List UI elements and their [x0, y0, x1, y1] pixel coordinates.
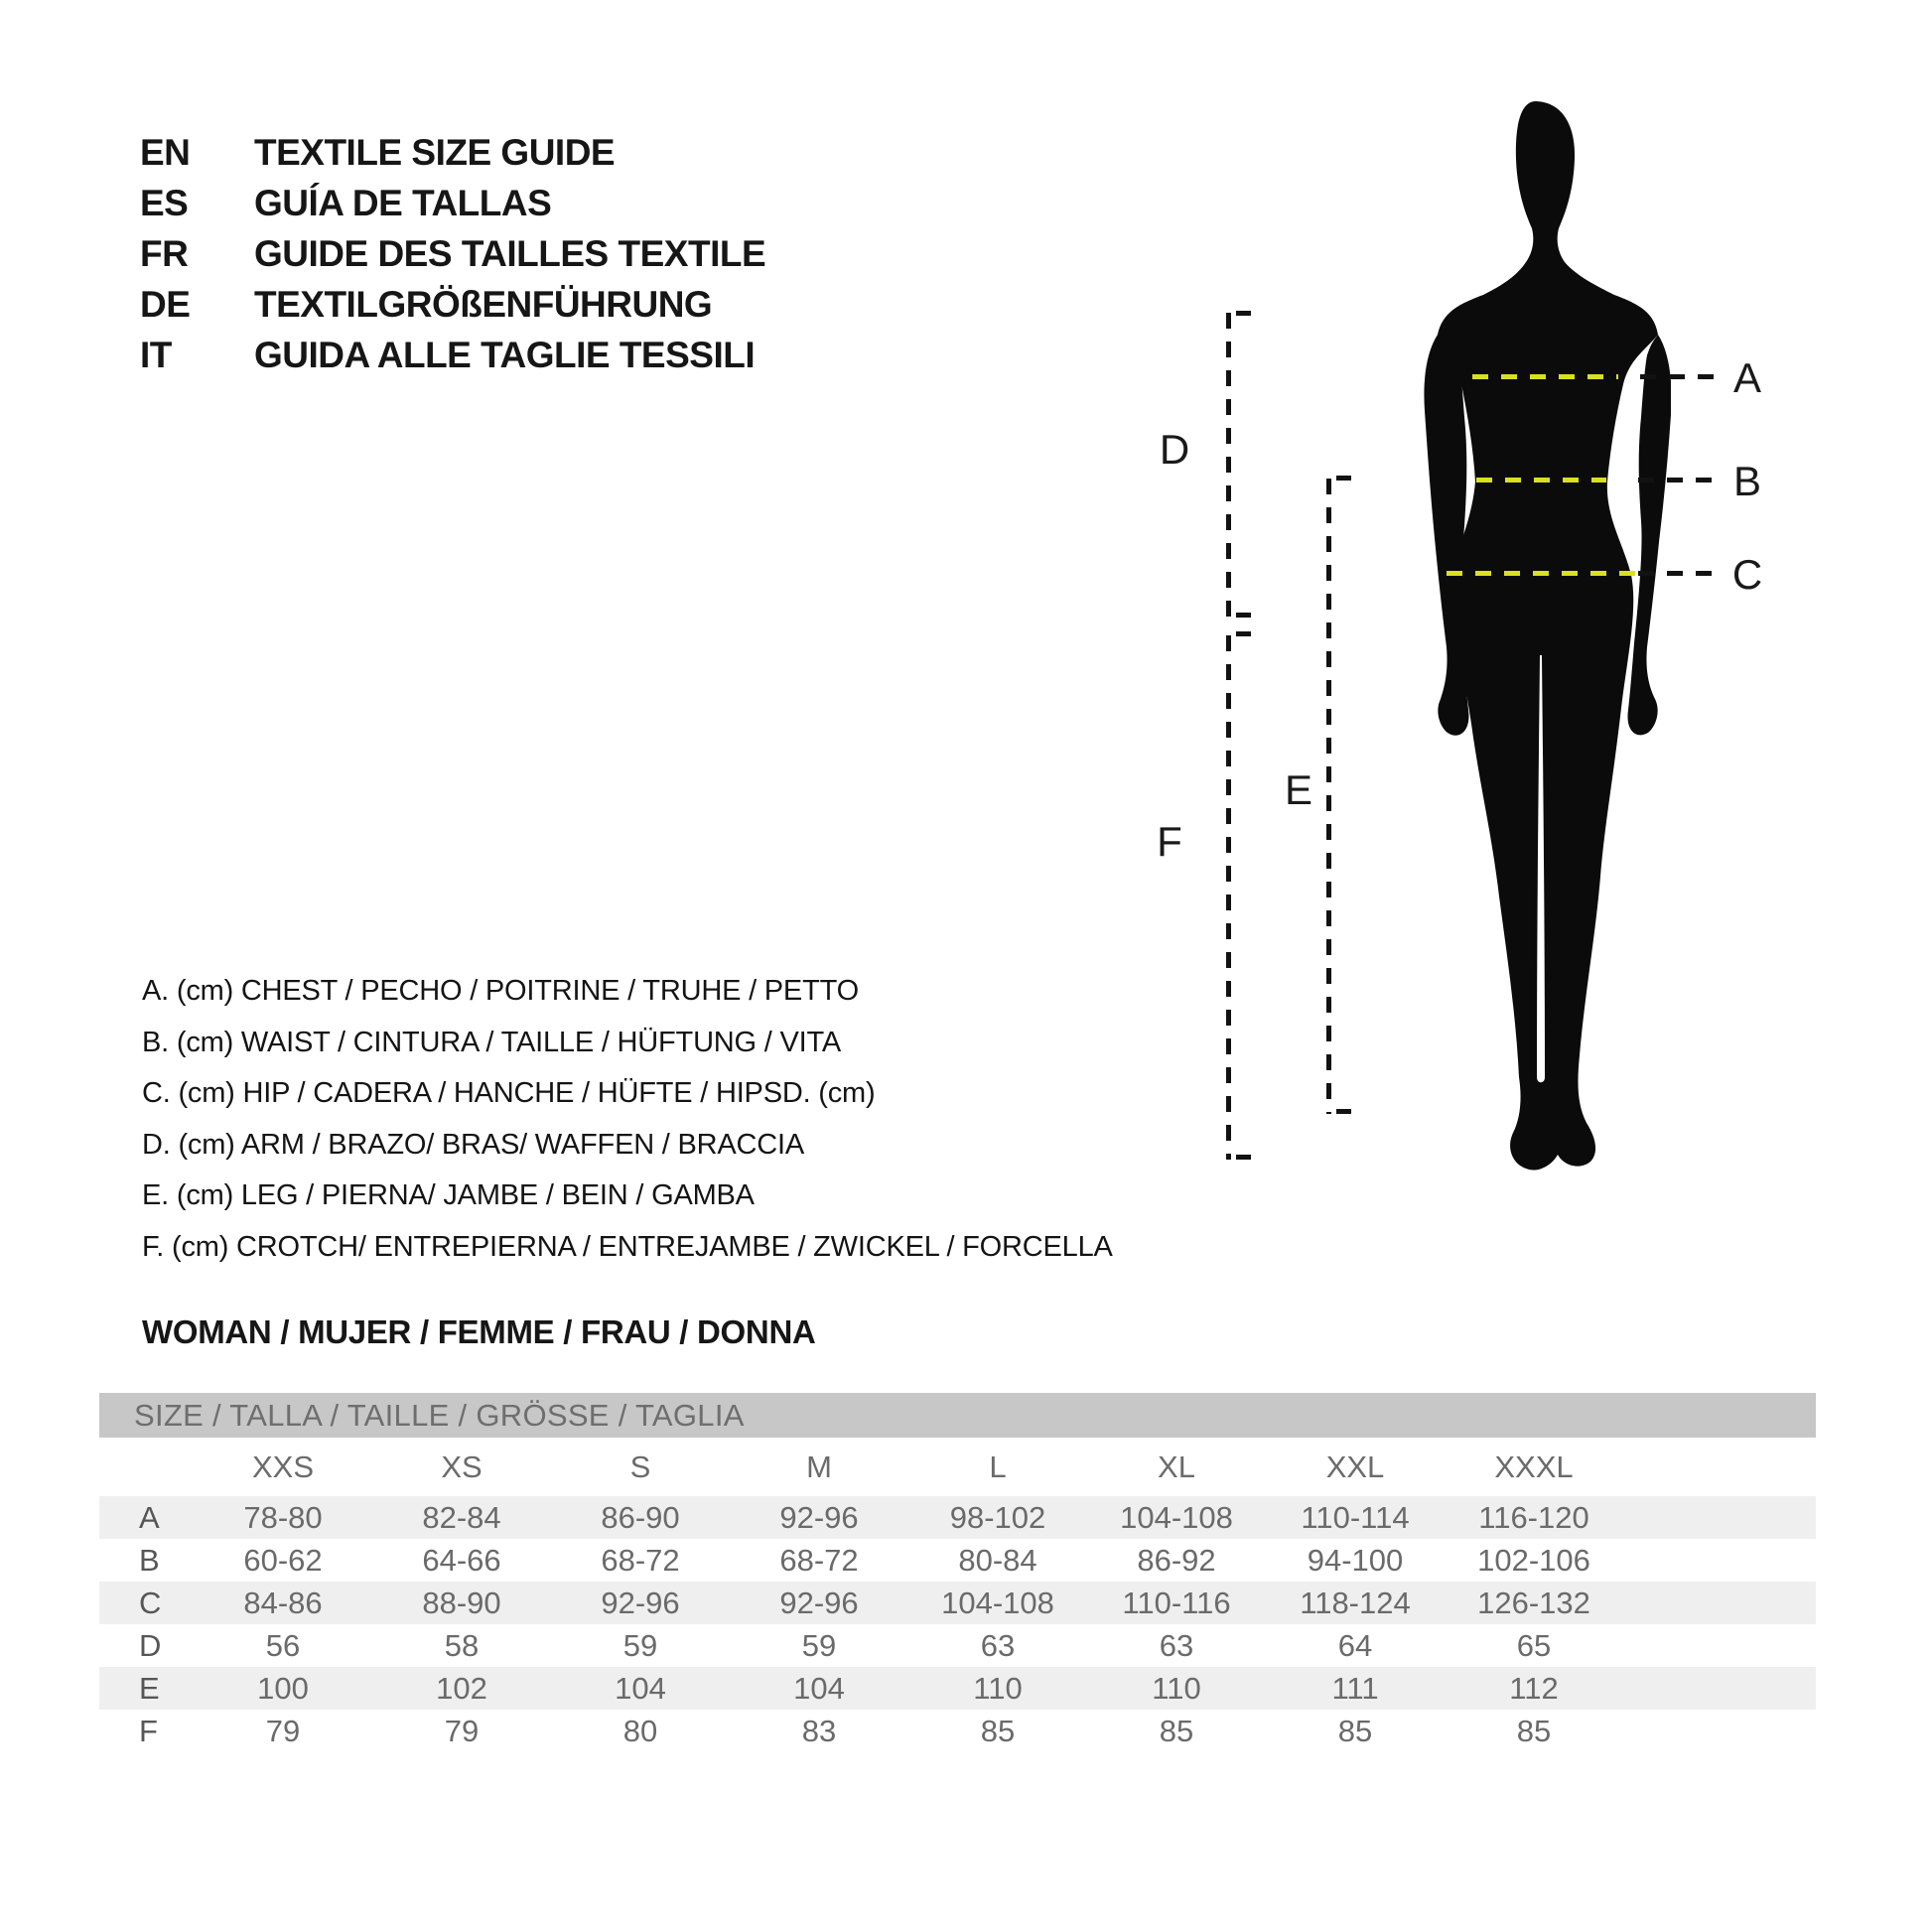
cell: 104-108 [941, 1585, 1054, 1620]
cell: 80 [622, 1713, 658, 1748]
language-row [140, 127, 765, 178]
cell: 68-72 [779, 1542, 859, 1578]
figure-label-b: B [1732, 458, 1761, 504]
cell: 110 [1152, 1670, 1201, 1706]
cell: 59 [622, 1627, 658, 1663]
cell: 64-66 [422, 1542, 501, 1578]
page-title: GUIDA ALLE TAGLIE TESSILI [254, 334, 756, 375]
cell: 86-90 [601, 1499, 680, 1535]
size-table-title-bar: SIZE / TALLA / TAILLE / GRÖSSE / TAGLIA [99, 1393, 1816, 1438]
cell: 82-84 [422, 1499, 501, 1535]
figure-label-e: E [1284, 766, 1312, 813]
figure-label-c: C [1731, 551, 1763, 598]
cell: 104-108 [1120, 1499, 1233, 1535]
legend-line-arm: D. (cm) ARM / BRAZO/ BRAS/ WAFFEN / BRACCIA [142, 1128, 805, 1161]
cell: 83 [801, 1713, 837, 1748]
legend-line-waist: B. (cm) WAIST / CINTURA / TAILLE / HÜFTUNG / VITA [142, 1026, 841, 1058]
legend-line-hip: C. (cm) HIP / CADERA / HANCHE / HÜFTE / HIPSD. (cm) [142, 1077, 876, 1109]
figure-label-f: F [1157, 818, 1182, 865]
size-table [99, 1393, 1816, 1752]
arm-line-top-tick [1236, 311, 1251, 316]
cell: 92-96 [779, 1585, 859, 1620]
hip-line-connector [1638, 571, 1723, 576]
cell: 118-124 [1300, 1585, 1411, 1620]
cell: 102-106 [1477, 1542, 1590, 1578]
cell: 56 [265, 1627, 301, 1663]
row-label: E [139, 1670, 160, 1706]
cell: 112 [1509, 1670, 1559, 1706]
cell: 85 [1337, 1713, 1373, 1748]
table-row-waist [99, 1539, 1816, 1582]
cell: 84-86 [243, 1585, 323, 1620]
cell: 58 [444, 1627, 480, 1663]
measurement-legend [142, 966, 1113, 1273]
hip-line-yellow [1447, 571, 1636, 576]
cell: 78-80 [243, 1499, 323, 1535]
cell: 92-96 [779, 1499, 859, 1535]
table-row-hip [99, 1582, 1816, 1624]
language-code: FR [140, 232, 189, 274]
cell: 102 [436, 1670, 487, 1706]
language-code: ES [140, 182, 189, 223]
silhouette-left-arm [1424, 335, 1468, 736]
cell: 79 [265, 1713, 301, 1748]
arm-line-bottom-tick [1236, 613, 1251, 618]
leg-line-top-tick [1336, 476, 1351, 481]
language-code: IT [140, 334, 172, 375]
silhouette-body [1438, 101, 1658, 1171]
chest-line-connector [1640, 374, 1723, 379]
chest-line-yellow [1472, 374, 1618, 379]
cell: 63 [980, 1627, 1016, 1663]
cell: 110 [973, 1670, 1023, 1706]
crotch-measure-line [1226, 635, 1231, 1160]
page-title: TEXTILGRÖßENFÜHRUNG [254, 283, 713, 325]
language-row [140, 279, 765, 330]
language-code: DE [140, 283, 191, 325]
legend-line-crotch: F. (cm) CROTCH/ ENTREPIERNA / ENTREJAMBE / ZWICKEL / FORCELLA [142, 1230, 1113, 1263]
cell: 126-132 [1477, 1585, 1590, 1620]
size-col-header: M [806, 1448, 832, 1484]
gender-category-line: WOMAN / MUJER / FEMME / FRAU / DONNA [142, 1313, 816, 1350]
cell: 104 [793, 1670, 845, 1706]
page-title: GUÍA DE TALLAS [254, 182, 552, 223]
row-label: A [139, 1499, 160, 1535]
size-col-header: XXS [251, 1448, 315, 1484]
legend-line-chest: A. (cm) CHEST / PECHO / POITRINE / TRUHE / PETTO [142, 975, 859, 1007]
crotch-line-bottom-tick [1236, 1155, 1251, 1160]
cell: 59 [801, 1627, 837, 1663]
cell: 86-92 [1137, 1542, 1216, 1578]
cell: 98-102 [949, 1499, 1046, 1535]
cell: 104 [615, 1670, 666, 1706]
page-title: TEXTILE SIZE GUIDE [254, 131, 616, 173]
silhouette-right-arm [1628, 335, 1671, 735]
cell: 100 [257, 1670, 309, 1706]
size-col-header: XL [1158, 1448, 1195, 1484]
language-code: EN [140, 131, 191, 173]
row-label: F [139, 1713, 158, 1748]
table-row-arm [99, 1624, 1816, 1667]
size-col-header: XXL [1325, 1448, 1385, 1484]
crotch-line-top-tick [1236, 631, 1251, 636]
row-label: B [139, 1542, 160, 1578]
cell: 80-84 [958, 1542, 1037, 1578]
cell: 79 [444, 1713, 480, 1748]
cell: 85 [1159, 1713, 1194, 1748]
cell: 88-90 [422, 1585, 501, 1620]
leg-line-bottom-tick [1336, 1109, 1351, 1114]
language-row [140, 330, 765, 380]
cell: 68-72 [601, 1542, 680, 1578]
cell: 111 [1331, 1670, 1379, 1706]
page-title: GUIDE DES TAILLES TEXTILE [254, 232, 766, 274]
arm-measure-line [1226, 313, 1231, 618]
size-table-header-row [99, 1438, 1816, 1496]
size-col-header: XS [441, 1448, 483, 1484]
cell: 85 [980, 1713, 1016, 1748]
table-row-crotch [99, 1710, 1816, 1752]
waist-line-yellow [1476, 478, 1606, 483]
cell: 110-114 [1301, 1499, 1410, 1535]
cell: 65 [1516, 1627, 1552, 1663]
waist-line-connector [1638, 478, 1723, 483]
cell: 63 [1159, 1627, 1194, 1663]
size-col-header: S [629, 1448, 651, 1484]
size-col-header: XXXL [1494, 1448, 1574, 1484]
row-label: D [139, 1627, 162, 1663]
cell: 85 [1516, 1713, 1552, 1748]
cell: 116-120 [1478, 1499, 1589, 1535]
cell: 64 [1337, 1627, 1373, 1663]
cell: 94-100 [1307, 1542, 1404, 1578]
figure-label-d: D [1159, 426, 1190, 473]
language-title-list [140, 127, 765, 380]
cell: 60-62 [243, 1542, 323, 1578]
table-row-leg [99, 1667, 1816, 1710]
size-col-header: L [989, 1448, 1007, 1484]
cell: 92-96 [601, 1585, 680, 1620]
language-row [140, 178, 765, 228]
legend-line-leg: E. (cm) LEG / PIERNA/ JAMBE / BEIN / GAMBA [142, 1179, 755, 1211]
row-label: C [139, 1585, 162, 1620]
language-row [140, 228, 765, 279]
figure-label-a: A [1732, 354, 1761, 401]
table-row-chest [99, 1496, 1816, 1539]
cell: 110-116 [1122, 1585, 1231, 1620]
woman-silhouette [1415, 99, 1671, 1173]
